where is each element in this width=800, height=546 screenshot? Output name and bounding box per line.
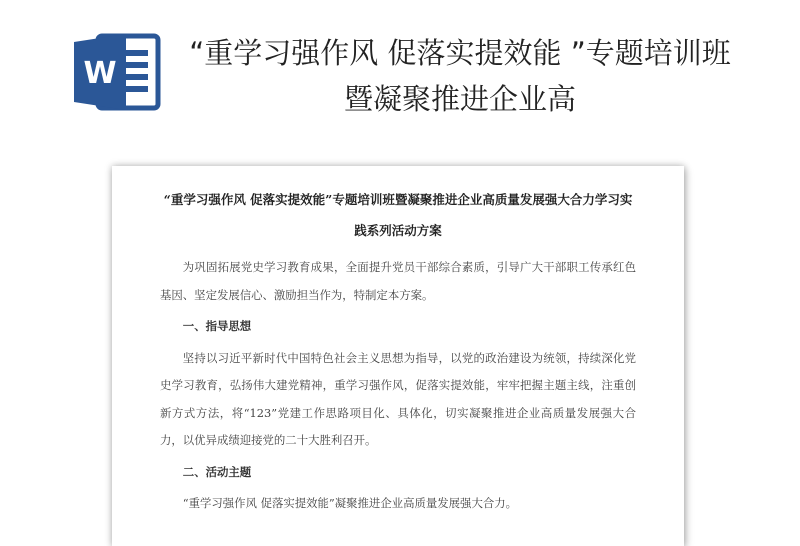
section-heading-guiding-thought: 一、指导思想 <box>182 319 252 333</box>
document-content <box>160 184 636 522</box>
page-title: “重学习强作风 促落实提效能 ”专题培训班暨凝聚推进企业高 <box>189 36 731 116</box>
document-page <box>112 166 684 546</box>
section-body-guiding-thought: 坚持以习近平新时代中国特色社会主义思想为指导，以党的政治建设为统领，持续深化党史学习教育，弘扬伟大建党精神，重学习强作风，促落实提效能，牢牢把握主题主线，注重创新方式方法，将“123”党建工作思路项目化、具体化，切实凝聚推进企业高质量发展强大合力，以优异成绩迎接党的二十大胜利召开。 <box>160 350 636 447</box>
word-icon-letter: W <box>83 56 117 91</box>
intro-paragraph: 为巩固拓展党史学习教育成果，全面提升党员干部综合素质，引导广大干部职工传承红色基因、坚定发展信心、激励担当作为，特制定本方案。 <box>160 260 636 302</box>
section-body-activity-theme: “重学习强作风 促落实提效能”凝聚推进企业高质量发展强大合力。 <box>182 496 518 510</box>
word-document-icon <box>72 30 164 112</box>
section-heading-activity-theme: 二、活动主题 <box>182 464 252 479</box>
document-title: “重学习强作风 促落实提效能”专题培训班暨凝聚推进企业高质量发展强大合力学习实践系列活动方案 <box>163 192 633 238</box>
header <box>0 0 800 150</box>
